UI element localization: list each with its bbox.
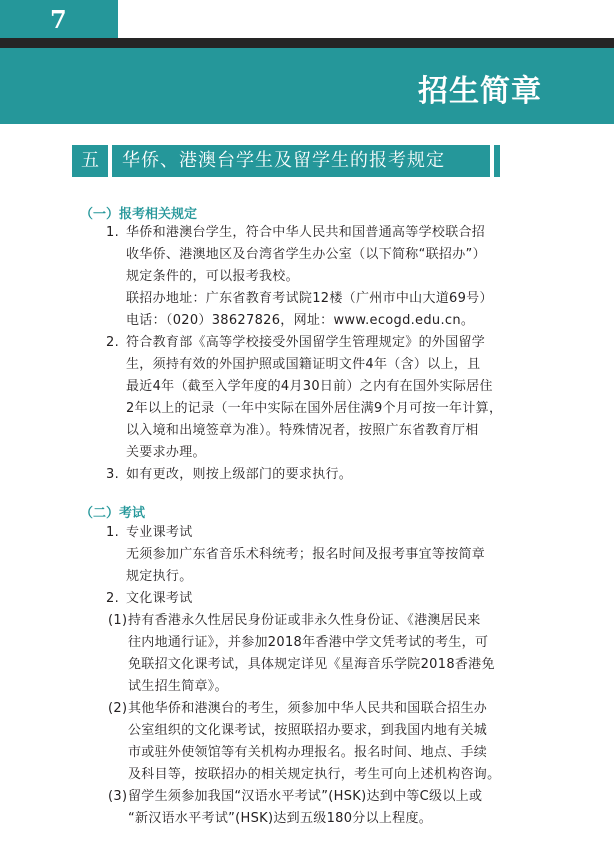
- text-line: 市或驻外使领馆等有关机构办理报名。报名时间、地点、手续: [128, 745, 488, 760]
- address-line: 联招办地址：广东省教育考试院12楼（广州市中山大道69号）: [126, 291, 493, 306]
- item-title: 专业课考试: [126, 525, 193, 540]
- sub-item-number: (3): [108, 789, 128, 804]
- item-title: 文化课考试: [126, 591, 193, 606]
- text-line: 收华侨、港澳地区及台湾省学生办公室（以下简称“联招办”）: [126, 247, 486, 262]
- text-line: 符合教育部《高等学校接受外国留学生管理规定》的外国留学: [126, 335, 486, 350]
- sub-item-number: (2): [108, 701, 128, 716]
- text-line: 无须参加广东省音乐术科统考；报名时间及报考事宜等按简章: [126, 547, 486, 562]
- text-line: 试生招生简章》。: [128, 679, 228, 694]
- text-line: 及科目等，按联招办的相关规定执行，考生可向上述机构咨询。: [128, 767, 501, 782]
- text-line: 规定执行。: [126, 569, 193, 584]
- text-line: 其他华侨和港澳台的考生，须参加中华人民共和国联合招生办: [128, 701, 488, 716]
- text-line: 持有香港永久性居民身份证或非永久性身份证、《港澳居民来: [128, 613, 481, 628]
- header-band: [0, 48, 614, 124]
- section-number: 五: [72, 145, 108, 177]
- text-line: 关要求办理。: [126, 445, 206, 460]
- page-number: 7: [50, 5, 67, 34]
- item-number: 2.: [106, 591, 120, 606]
- text-line: 如有更改，则按上级部门的要求执行。: [126, 467, 353, 482]
- text-line: “新汉语水平考试”(HSK)达到五级180分以上程度。: [128, 811, 433, 826]
- text-line: 华侨和港澳台学生，符合中华人民共和国普通高等学校联合招: [126, 225, 486, 240]
- text-line: 往内地通行证》，并参加2018年香港中学文凭考试的考生，可: [128, 635, 489, 650]
- text-line: 最近4年（截至入学年度的4月30日前）之内有在国外实际居住: [126, 379, 493, 394]
- text-line: 公室组织的文化课考试，按照联招办要求，到我国内地有关城: [128, 723, 488, 738]
- page-title: 招生简章: [418, 74, 542, 109]
- subheading-requirements: （一）报考相关规定: [80, 207, 198, 222]
- contact-line: 电话：（020）38627826，网址：www.ecogd.edu.cn。: [126, 313, 475, 328]
- item-number: 1.: [106, 525, 120, 540]
- header-rule: [0, 38, 614, 48]
- item-number: 1.: [106, 225, 120, 240]
- text-line: 以入境和出境签章为准）。特殊情况者，按照广东省教育厅相: [126, 423, 479, 438]
- text-line: 免联招文化课考试，具体规定详见《星海音乐学院2018香港免: [128, 657, 495, 672]
- text-line: 生，须持有效的外国护照或国籍证明文件4年（含）以上，且: [126, 357, 481, 372]
- text-line: 2年以上的记录（一年中实际在国外居住满9个月可按一年计算，: [126, 401, 503, 416]
- section-title: 华侨、港澳台学生及留学生的报考规定: [112, 145, 490, 177]
- text-line: 规定条件的，可以报考我校。: [126, 269, 299, 284]
- page-number-box: [0, 0, 118, 38]
- subheading-exams: （二）考试: [80, 506, 146, 521]
- item-number: 3.: [106, 467, 120, 482]
- text-line: 留学生须参加我国“汉语水平考试”(HSK)达到中等C级以上或: [128, 789, 483, 804]
- section-heading-bar: [494, 145, 500, 177]
- sub-item-number: (1): [108, 613, 128, 628]
- item-number: 2.: [106, 335, 120, 350]
